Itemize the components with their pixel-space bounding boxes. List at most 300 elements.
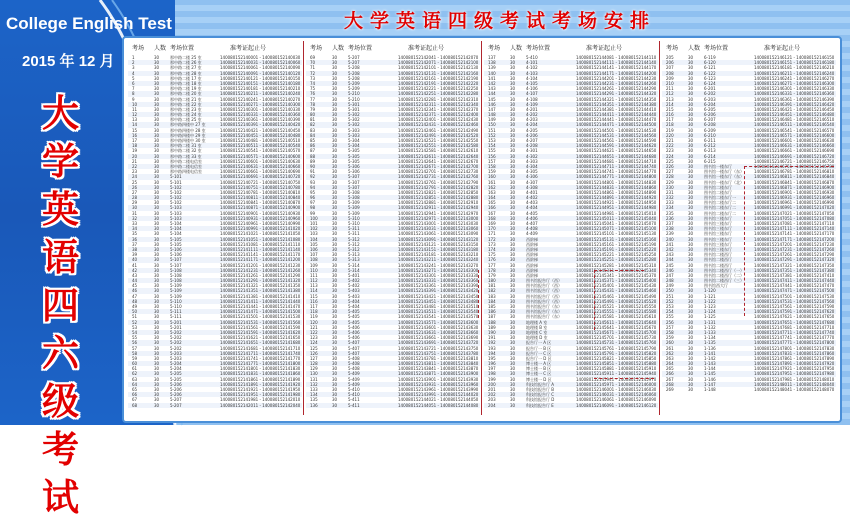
- cell-location: 4-105: [526, 80, 538, 86]
- cell-ticket-range: 140080152146181 - 140080152146210: [754, 65, 835, 71]
- cell-count: 30: [154, 246, 160, 252]
- section-marker: [478, 270, 480, 318]
- cell-ticket-range: 140080152145491 - 140080152145520: [576, 298, 657, 304]
- cell-location: 4-408: [526, 226, 538, 232]
- cell-count: 30: [510, 376, 516, 382]
- cell-count: 30: [688, 174, 694, 180]
- cell-count: 30: [332, 262, 338, 268]
- vertical-title-char: 英: [42, 188, 79, 231]
- cell-count: 30: [688, 293, 694, 299]
- cell-count: 30: [510, 397, 516, 403]
- cell-ticket-range: 140080152142761 - 140080152142790: [398, 179, 479, 185]
- cell-count: 30: [510, 314, 516, 320]
- cell-location: 5-406: [348, 335, 360, 341]
- cell-count: 30: [688, 86, 694, 92]
- cell-count: 30: [688, 283, 694, 289]
- cell-ticket-range: 140080152145521 - 140080152145550: [576, 304, 657, 309]
- cell-room: 75: [310, 86, 316, 92]
- cell-room: 248: [666, 278, 674, 284]
- cell-location: 西阶梯: [526, 257, 538, 263]
- cell-room: 96: [310, 195, 316, 201]
- cell-ticket-range: 140080152141321 - 140080152141350: [220, 283, 301, 289]
- cell-room: 206: [666, 60, 674, 66]
- cell-location: 5-304: [348, 138, 360, 143]
- cell-ticket-range: 140080152145221 - 140080152145250: [576, 252, 657, 258]
- cell-location: 图书馆报告厅（西）: [526, 293, 562, 299]
- cell-location: 图书馆一楼东厅（东）: [704, 174, 744, 180]
- cell-ticket-range: 140080152140421 - 140080152140450: [220, 127, 301, 133]
- cell-location: 5-301: [348, 101, 360, 107]
- cell-location: 西阶梯: [526, 272, 538, 278]
- cell-room: 115: [310, 293, 318, 299]
- cell-count: 30: [154, 163, 160, 169]
- cell-ticket-range: 140080152145281 - 140080152145310: [576, 262, 657, 268]
- cell-location: 5-309: [348, 205, 360, 211]
- cell-ticket-range: 140080152142611 - 140080152142640: [398, 153, 479, 159]
- cell-room: 167: [488, 210, 496, 216]
- cell-count: 30: [510, 200, 516, 206]
- cell-room: 136: [310, 402, 318, 408]
- cell-room: 123: [310, 335, 318, 341]
- cell-room: 101: [310, 221, 318, 226]
- cell-location: 5-102: [170, 195, 182, 201]
- cell-count: 30: [332, 381, 338, 387]
- cell-room: 72: [310, 70, 316, 76]
- cell-room: 255: [666, 314, 674, 320]
- cell-ticket-range: 140080152145251 - 140080152145280: [576, 257, 657, 263]
- cell-location: 5-313: [348, 257, 360, 263]
- cell-ticket-range: 140080152140541 - 140080152140570: [220, 148, 301, 154]
- cell-location: 那中路二楼 18 室: [170, 80, 202, 86]
- cell-count: 30: [688, 132, 694, 138]
- cell-room: 231: [666, 189, 674, 195]
- cell-room: 112: [310, 278, 318, 284]
- cell-room: 24: [132, 174, 138, 180]
- cell-room: 258: [666, 329, 674, 335]
- cell-count: 30: [510, 335, 516, 341]
- cell-location: 图书馆二楼西厅（一）: [704, 267, 744, 273]
- cell-count: 30: [688, 381, 694, 387]
- cell-room: 159: [488, 169, 496, 175]
- cell-ticket-range: 140080152147981 - 140080152148010: [754, 376, 835, 382]
- cell-ticket-range: 140080152144831 - 140080152144860: [576, 184, 657, 190]
- cell-room: 29: [132, 200, 138, 206]
- cell-room: 97: [310, 200, 316, 206]
- cell-room: 247: [666, 272, 674, 278]
- cell-ticket-range: 140080152143661 - 140080152143690: [398, 335, 479, 341]
- cell-ticket-range: 140080152140661 - 140080152140690: [220, 169, 301, 175]
- cell-location: 4-102: [526, 65, 538, 71]
- cell-room: 162: [488, 184, 496, 190]
- cell-ticket-range: 140080152147081 - 140080152147110: [754, 221, 835, 226]
- cell-count: 30: [688, 376, 694, 382]
- cell-ticket-range: 140080152146211 - 140080152146240: [754, 70, 835, 76]
- cell-count: 30: [688, 309, 694, 315]
- cell-ticket-range: 140080152146781 - 140080152146810: [754, 169, 835, 175]
- cell-location: 5-310: [348, 221, 360, 226]
- cell-count: 30: [510, 278, 516, 284]
- cell-count: 30: [154, 122, 160, 128]
- cell-room: 53: [132, 324, 138, 330]
- cell-location: 5-201: [170, 319, 182, 325]
- cell-count: 30: [510, 215, 516, 221]
- cell-ticket-range: 140080152147921 - 140080152147950: [754, 366, 835, 372]
- cell-location: 6-215: [704, 158, 716, 164]
- cell-room: 106: [310, 246, 318, 252]
- cell-ticket-range: 140080152146541 - 140080152146570: [754, 127, 835, 133]
- cell-ticket-range: 140080152147771 - 140080152147800: [754, 340, 835, 346]
- cell-count: 30: [332, 392, 338, 398]
- cell-count: 30: [332, 215, 338, 221]
- cell-room: 198: [488, 371, 496, 377]
- cell-count: 30: [510, 189, 516, 195]
- cell-room: 135: [310, 397, 318, 403]
- cell-count: 30: [154, 210, 160, 216]
- cell-location: 那中路四楼中 30 室: [170, 138, 206, 143]
- cell-count: 30: [154, 304, 160, 309]
- cell-location: 6-120: [704, 60, 716, 66]
- cell-ticket-range: 140080152147801 - 140080152147830: [754, 345, 835, 351]
- cell-ticket-range: 140080152146091 - 140080152146120: [576, 402, 657, 408]
- cell-count: 30: [688, 272, 694, 278]
- cell-location: 那中路二楼 32 室: [170, 148, 202, 154]
- cell-location: 图书馆二楼东厅二: [704, 205, 736, 211]
- vertical-title-char: 六: [42, 332, 79, 375]
- cell-ticket-range: 140080152145821 - 140080152145850: [576, 355, 657, 361]
- cell-room: 175: [488, 252, 496, 258]
- cell-ticket-range: 140080152141591 - 140080152141620: [220, 329, 301, 335]
- cell-count: 30: [154, 241, 160, 247]
- cell-ticket-range: 140080152143991 - 140080152144020: [398, 392, 479, 398]
- cell-count: 30: [154, 184, 160, 190]
- cell-count: 30: [332, 371, 338, 377]
- cell-room: 156: [488, 153, 496, 159]
- cell-location: 图书馆二楼东厅二: [704, 200, 736, 206]
- cell-location: 6-213: [704, 148, 716, 154]
- cell-ticket-range: 140080152147351 - 140080152147380: [754, 267, 835, 273]
- cell-ticket-range: 140080152141471 - 140080152141500: [220, 309, 301, 315]
- cell-count: 30: [510, 143, 516, 149]
- cell-count: 30: [332, 210, 338, 216]
- cell-room: 266: [666, 371, 674, 377]
- cell-count: 30: [154, 381, 160, 387]
- cell-ticket-range: 140080152146301 - 140080152146330: [754, 86, 835, 92]
- cell-count: 30: [510, 387, 516, 392]
- cell-ticket-range: 140080152144501 - 140080152144530: [576, 127, 657, 133]
- cell-location: 5-105: [170, 241, 182, 247]
- cell-count: 30: [154, 60, 160, 66]
- cell-count: 30: [510, 80, 516, 86]
- header-ticket-range: 准考证起止号: [230, 45, 267, 52]
- cell-ticket-range: 140080152146841 - 140080152146870: [754, 179, 835, 185]
- cell-count: 30: [688, 257, 694, 263]
- cell-location: 图书馆报告厅（西）: [526, 283, 562, 289]
- cell-location: 5-208: [348, 75, 360, 81]
- cell-location: 那中路二楼 17 室: [170, 75, 202, 81]
- cell-count: 30: [688, 221, 694, 226]
- cell-location: 科技馆报告厅 D: [526, 397, 555, 403]
- cell-room: 153: [488, 138, 496, 143]
- cell-room: 148: [488, 112, 496, 118]
- cell-room: 196: [488, 361, 496, 367]
- cell-room: 120: [310, 319, 318, 325]
- cell-ticket-range: 140080152142041 - 140080152142070: [398, 55, 479, 60]
- cell-ticket-range: 140080152140511 - 140080152140540: [220, 143, 301, 149]
- cell-location: 5-209: [348, 86, 360, 92]
- cell-ticket-range: 140080152143391 - 140080152143420: [398, 288, 479, 294]
- cell-room: 6: [132, 80, 135, 86]
- cell-room: 185: [488, 304, 496, 309]
- cell-ticket-range: 140080152141351 - 140080152141380: [220, 288, 301, 294]
- cell-location: 5-103: [170, 215, 182, 221]
- cell-ticket-range: 140080152147861 - 140080152147890: [754, 355, 835, 361]
- cell-room: 193: [488, 345, 496, 351]
- cell-location: 5-307: [348, 184, 360, 190]
- cell-room: 218: [666, 122, 674, 128]
- cell-count: 30: [510, 298, 516, 304]
- cell-ticket-range: 140080152146571 - 140080152146600: [754, 132, 835, 138]
- cell-location: 1-135: [704, 340, 716, 346]
- cell-room: 227: [666, 169, 674, 175]
- cell-location: 西阶梯: [526, 241, 538, 247]
- cell-ticket-range: 140080152146421 - 140080152146450: [754, 106, 835, 112]
- cell-ticket-range: 140080152142791 - 140080152142820: [398, 184, 479, 190]
- cell-ticket-range: 140080152141261 - 140080152141290: [220, 272, 301, 278]
- cell-count: 30: [154, 205, 160, 211]
- cell-ticket-range: 140080152141801 - 140080152141830: [220, 366, 301, 372]
- cell-room: 132: [310, 381, 318, 387]
- cell-count: 30: [332, 200, 338, 206]
- cell-count: 30: [154, 236, 160, 242]
- cell-room: 165: [488, 200, 496, 206]
- cell-ticket-range: 140080152141291 - 140080152141320: [220, 278, 301, 284]
- cell-count: 30: [332, 127, 338, 133]
- cell-location: 5-405: [348, 314, 360, 320]
- cell-location: 5-202: [170, 340, 182, 346]
- cell-room: 242: [666, 246, 674, 252]
- cell-count: 30: [154, 293, 160, 299]
- cell-count: 30: [688, 127, 694, 133]
- cell-location: 6-205: [704, 106, 716, 112]
- cell-location: 5-403: [348, 288, 360, 294]
- cell-location: 图书馆二楼西厅: [704, 262, 732, 268]
- cell-room: 268: [666, 381, 674, 387]
- cell-count: 30: [332, 241, 338, 247]
- cell-ticket-range: 140080152140811 - 140080152140840: [220, 195, 301, 201]
- cell-ticket-range: 140080152146121 - 140080152146150: [754, 55, 835, 60]
- cell-location: 4-405: [526, 210, 538, 216]
- cell-count: 30: [510, 96, 516, 102]
- cell-ticket-range: 140080152141831 - 140080152141860: [220, 371, 301, 377]
- cell-location: 5-204: [170, 361, 182, 367]
- cell-ticket-range: 140080152145461 - 140080152145490: [576, 293, 657, 299]
- cell-ticket-range: 140080152147531 - 140080152147560: [754, 298, 835, 304]
- cell-room: 27: [132, 189, 138, 195]
- cell-room: 221: [666, 138, 674, 143]
- cell-room: 149: [488, 117, 496, 123]
- cell-ticket-range: 140080152141681 - 140080152141710: [220, 345, 301, 351]
- cell-count: 30: [510, 402, 516, 408]
- cell-location: 图书馆报告厅（西）: [526, 288, 562, 294]
- cell-room: 207: [666, 65, 674, 71]
- cell-location: 5-102: [170, 200, 182, 206]
- cell-location: 6-206: [704, 112, 716, 118]
- cell-room: 262: [666, 350, 674, 356]
- cell-room: 144: [488, 91, 496, 97]
- cell-location: 5-409: [348, 371, 360, 377]
- cell-ticket-range: 140080152145401 - 140080152145430: [576, 283, 657, 289]
- cell-room: 107: [310, 252, 318, 258]
- cell-location: 图书馆报告厅（西）: [526, 278, 562, 284]
- cell-room: 10: [132, 101, 138, 107]
- cell-ticket-range: 140080152147501 - 140080152147530: [754, 293, 835, 299]
- cell-location: 5-205: [170, 376, 182, 382]
- cell-location: 5-408: [348, 361, 360, 367]
- cell-count: 30: [332, 278, 338, 284]
- cell-room: 212: [666, 91, 674, 97]
- cell-count: 30: [154, 200, 160, 206]
- cell-room: 9: [132, 96, 135, 102]
- cell-location: 那中路二楼 25 室: [170, 55, 202, 60]
- cell-count: 30: [510, 350, 516, 356]
- cell-count: 30: [154, 153, 160, 159]
- cell-ticket-range: 140080152144381 - 140080152144410: [576, 106, 657, 112]
- cell-room: 245: [666, 262, 674, 268]
- cell-count: 30: [154, 288, 160, 294]
- cell-location: 4-107: [526, 91, 538, 97]
- cell-location: 5-405: [348, 319, 360, 325]
- cell-ticket-range: 140080152146451 - 140080152146480: [754, 112, 835, 118]
- cell-location: 5-109: [170, 283, 182, 289]
- header-room: 考场: [666, 45, 679, 52]
- cell-ticket-range: 140080152143811 - 140080152143840: [398, 361, 479, 367]
- cell-ticket-range: 140080152141951 - 140080152141980: [220, 392, 301, 398]
- table-row: [662, 387, 836, 392]
- cell-room: 48: [132, 298, 138, 304]
- cell-location: 4-101: [526, 60, 538, 66]
- cell-room: 152: [488, 132, 496, 138]
- cell-ticket-range: 140080152142281 - 140080152142310: [398, 96, 479, 102]
- cell-ticket-range: 140080152143151 - 140080152143180: [398, 246, 479, 252]
- cell-count: 30: [510, 309, 516, 315]
- cell-ticket-range: 140080152147021 - 140080152147050: [754, 210, 835, 216]
- cell-location: 1-145: [704, 371, 716, 377]
- column-divider: [481, 41, 482, 415]
- cell-count: 30: [332, 148, 338, 154]
- cell-room: 187: [488, 314, 496, 320]
- cell-count: 30: [510, 55, 516, 60]
- cell-location: 1-144: [704, 366, 716, 372]
- cell-room: 168: [488, 215, 496, 221]
- cell-room: 77: [310, 96, 316, 102]
- cell-count: 30: [332, 174, 338, 180]
- cell-count: 30: [332, 309, 338, 315]
- cell-location: 4-305: [526, 169, 538, 175]
- cell-location: 图书馆二楼西厅: [704, 257, 732, 263]
- table-row: [306, 403, 480, 408]
- cell-room: 125: [310, 345, 318, 351]
- cell-room: 211: [666, 86, 674, 92]
- cell-count: 30: [510, 355, 516, 361]
- cell-location: 5-305: [348, 153, 360, 159]
- cell-room: 26: [132, 184, 138, 190]
- cell-room: 146: [488, 101, 496, 107]
- cell-count: 30: [332, 366, 338, 372]
- cell-count: 30: [688, 122, 694, 128]
- cell-location: 5-314: [348, 267, 360, 273]
- cell-ticket-range: 140080152146511 - 140080152146540: [754, 122, 835, 128]
- cell-count: 30: [688, 60, 694, 66]
- cell-room: 103: [310, 231, 318, 237]
- cell-room: 141: [488, 75, 496, 81]
- cell-count: 30: [510, 329, 516, 335]
- cell-room: 169: [488, 221, 496, 226]
- cell-location: 博士楼一 A 区: [526, 361, 552, 367]
- cell-location: 5-208: [348, 70, 360, 76]
- cell-location: 1-131: [704, 319, 716, 325]
- cell-location: 1-133: [704, 329, 716, 335]
- cell-ticket-range: 140080152143721 - 140080152143750: [398, 345, 479, 351]
- cell-location: 4-304: [526, 163, 538, 169]
- cell-count: 30: [154, 112, 160, 118]
- cell-room: 252: [666, 298, 674, 304]
- cell-ticket-range: 140080152143211 - 140080152143240: [398, 257, 479, 263]
- cell-location: 1-125: [704, 314, 716, 320]
- cell-room: 130: [310, 371, 318, 377]
- cell-location: 5-406: [348, 329, 360, 335]
- cell-count: 30: [510, 361, 516, 367]
- cell-room: 124: [310, 340, 318, 346]
- cell-count: 30: [154, 283, 160, 289]
- cell-count: 30: [332, 226, 338, 232]
- cell-count: 30: [688, 314, 694, 320]
- cell-location: 5-309: [348, 210, 360, 216]
- cell-room: 259: [666, 335, 674, 341]
- cell-location: 5-203: [170, 350, 182, 356]
- cell-ticket-range: 140080152142551 - 140080152142580: [398, 143, 479, 149]
- cell-room: 235: [666, 210, 674, 216]
- cell-count: 30: [688, 70, 694, 76]
- cell-location: 5-407: [348, 345, 360, 351]
- cell-ticket-range: 140080152147261 - 140080152147290: [754, 252, 835, 258]
- cell-count: 30: [332, 402, 338, 408]
- cell-room: 73: [310, 75, 316, 81]
- cell-location: 图书馆三楼东厅: [704, 215, 732, 221]
- cell-room: 251: [666, 293, 674, 299]
- cell-ticket-range: 140080152142911 - 140080152142940: [398, 205, 479, 211]
- cell-location: 5-408: [348, 366, 360, 372]
- cell-ticket-range: 140080152145731 - 140080152145760: [576, 340, 657, 346]
- cell-location: 5-202: [170, 335, 182, 341]
- cell-room: 246: [666, 267, 674, 273]
- cell-location: 那中路四楼电信室: [170, 169, 202, 175]
- cell-ticket-range: 140080152145911 - 140080152145940: [576, 371, 657, 377]
- cell-count: 30: [510, 324, 516, 330]
- cell-count: 30: [332, 158, 338, 164]
- cell-count: 30: [510, 252, 516, 258]
- cell-location: 5-306: [348, 163, 360, 169]
- cell-room: 42: [132, 267, 138, 273]
- cell-count: 30: [154, 231, 160, 237]
- cell-location: 1-143: [704, 361, 716, 367]
- cell-room: 203: [488, 397, 496, 403]
- cell-room: 51: [132, 314, 138, 320]
- cell-room: 23: [132, 169, 138, 175]
- cell-room: 150: [488, 122, 496, 128]
- cell-ticket-range: 140080152145881 - 140080152145910: [576, 366, 657, 372]
- cell-count: 30: [154, 117, 160, 123]
- cell-room: 219: [666, 127, 674, 133]
